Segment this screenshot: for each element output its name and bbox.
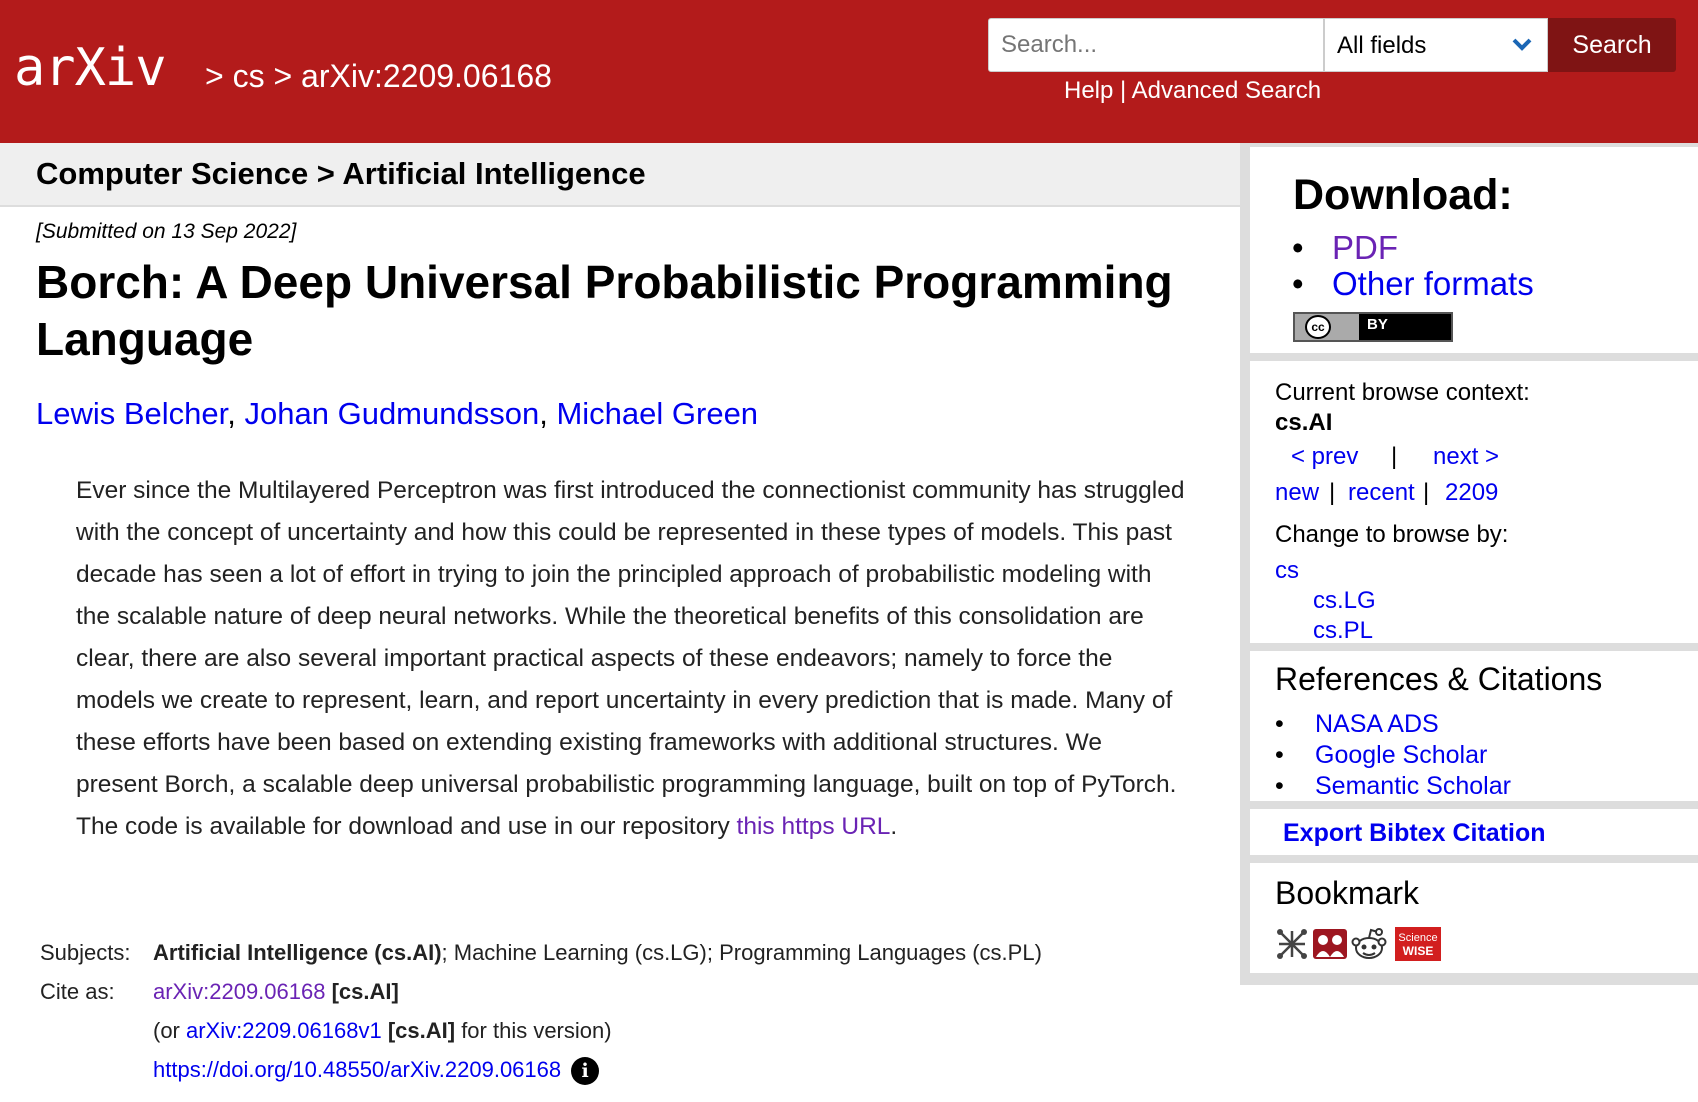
cite-label: Cite as: <box>40 979 115 1004</box>
list-item <box>1292 266 1534 302</box>
version-close: for this version) <box>455 1018 612 1043</box>
browse-cs-link[interactable]: cs <box>1275 557 1299 584</box>
abstract-end: . <box>890 813 898 840</box>
category-bar <box>0 143 1240 207</box>
primary-subject: Artificial Intelligence (cs.AI) <box>153 940 442 965</box>
references-title: References & Citations <box>1275 661 1603 697</box>
cc-icon: cc <box>1305 315 1331 339</box>
list-item <box>1275 740 1511 771</box>
doi-link[interactable]: https://doi.org/10.48550/arXiv.2209.06168 <box>153 1057 562 1082</box>
doi-value <box>153 1057 599 1085</box>
version-link[interactable]: arXiv:2209.06168v1 <box>186 1018 382 1043</box>
search-field-select[interactable] <box>1324 18 1548 72</box>
cc-by-label: BY <box>1367 316 1388 333</box>
sidebar <box>1240 143 1698 985</box>
version-value <box>153 1018 612 1044</box>
prev-link[interactable]: < prev <box>1291 443 1359 470</box>
cc-by-license-badge[interactable] <box>1293 312 1453 342</box>
bookmark-panel <box>1250 863 1698 973</box>
info-icon[interactable]: i <box>571 1057 599 1085</box>
arxiv-logo[interactable] <box>14 36 196 120</box>
category-heading: Computer Science > Artificial Intelligence <box>36 156 646 191</box>
download-title: Download: <box>1293 171 1513 219</box>
bibsonomy-icon[interactable] <box>1275 927 1309 961</box>
semantic-scholar-link[interactable]: Semantic Scholar <box>1315 772 1511 800</box>
recent-link[interactable]: recent <box>1348 479 1415 506</box>
repository-link[interactable]: this https URL <box>736 813 891 840</box>
sciencewise-icon[interactable] <box>1395 927 1441 961</box>
sciencewise-top-text: Science <box>1398 932 1438 944</box>
browse-cs-pl-link[interactable]: cs.PL <box>1313 617 1374 644</box>
paper-title: Borch: A Deep Universal Probabilistic Programming Language <box>36 256 1173 365</box>
change-browse-label: Change to browse by: <box>1275 521 1509 548</box>
mendeley-icon[interactable] <box>1313 927 1347 961</box>
search-field-value: All fields <box>1337 32 1427 59</box>
author-list <box>36 396 758 432</box>
browse-context-panel <box>1250 361 1698 643</box>
version-category: [cs.AI] <box>387 1018 456 1043</box>
search-button[interactable]: Search <box>1548 18 1676 72</box>
author-separator: , <box>227 396 245 431</box>
version-open: (or <box>153 1018 186 1043</box>
abstract <box>76 470 1186 848</box>
bibtex-panel <box>1250 809 1698 855</box>
author-link[interactable]: Michael Green <box>556 396 759 431</box>
sciencewise-bottom-text: WISE <box>1402 944 1434 958</box>
nav-separator: | <box>1423 479 1430 506</box>
nav-separator: | <box>1391 443 1398 470</box>
site-header <box>0 0 1698 143</box>
list-item <box>1275 771 1511 802</box>
breadcrumb[interactable]: > cs > arXiv:2209.06168 <box>205 58 552 94</box>
help-link[interactable]: Help <box>1064 77 1114 104</box>
cite-category: [cs.AI] <box>331 979 399 1004</box>
logo-text: arXiv <box>14 38 166 98</box>
context-label: Current browse context: <box>1275 379 1530 406</box>
abstract-text: Ever since the Multilayered Perceptron was first introduced the connectionist community has struggled with the concept of uncertainty and how this could be represented in these types of models. This past decade has seen a lot of effort in trying to join the principled approach of probabilistic modeling with the scalable nature of deep neural networks. While the theoretical benefits of this consolidation are clear, there are also several important practical aspects of these endeavors; namely to force the models we create to represent, learn, and report uncertainty in every prediction that is made. Many of these efforts have been based on extending existing frameworks with additional structures. We present Borch, a scalable deep universal probabilistic programming language, built on top of PyTorch. The code is available for download and use in our repository <box>76 477 1185 840</box>
export-bibtex-link[interactable]: Export Bibtex Citation <box>1283 819 1546 847</box>
reddit-icon[interactable] <box>1351 927 1387 961</box>
nav-separator: | <box>1329 479 1336 506</box>
cite-id-link[interactable]: arXiv:2209.06168 <box>153 979 326 1004</box>
references-panel <box>1250 651 1698 801</box>
author-link[interactable]: Lewis Belcher <box>36 396 228 431</box>
subjects-label: Subjects: <box>40 940 131 965</box>
nasa-ads-link[interactable]: NASA ADS <box>1315 710 1439 738</box>
browse-cs-lg-link[interactable]: cs.LG <box>1313 587 1376 614</box>
month-link[interactable]: 2209 <box>1445 479 1499 506</box>
google-scholar-link[interactable]: Google Scholar <box>1315 741 1488 769</box>
list-item <box>1292 230 1534 266</box>
download-list <box>1292 230 1534 302</box>
submission-date: [Submitted on 13 Sep 2022] <box>36 220 297 243</box>
context-value: cs.AI <box>1275 409 1333 436</box>
help-links <box>1064 77 1321 105</box>
references-list <box>1275 709 1511 802</box>
search-input[interactable] <box>988 18 1324 72</box>
author-separator: , <box>539 396 557 431</box>
other-subjects: ; Machine Learning (cs.LG); Programming Languages (cs.PL) <box>441 940 1042 965</box>
pdf-link[interactable]: PDF <box>1332 229 1398 266</box>
help-separator: | <box>1113 77 1132 104</box>
download-panel <box>1250 147 1698 353</box>
chevron-down-icon <box>1511 33 1533 55</box>
list-item <box>1275 709 1511 740</box>
other-formats-link[interactable]: Other formats <box>1332 265 1534 302</box>
new-link[interactable]: new <box>1275 479 1320 506</box>
subjects-value <box>153 940 1042 966</box>
bookmark-title: Bookmark <box>1275 875 1420 911</box>
advanced-search-link[interactable]: Advanced Search <box>1131 77 1322 104</box>
cite-value <box>153 979 399 1005</box>
next-link[interactable]: next > <box>1433 443 1500 470</box>
author-link[interactable]: Johan Gudmundsson <box>244 396 540 431</box>
